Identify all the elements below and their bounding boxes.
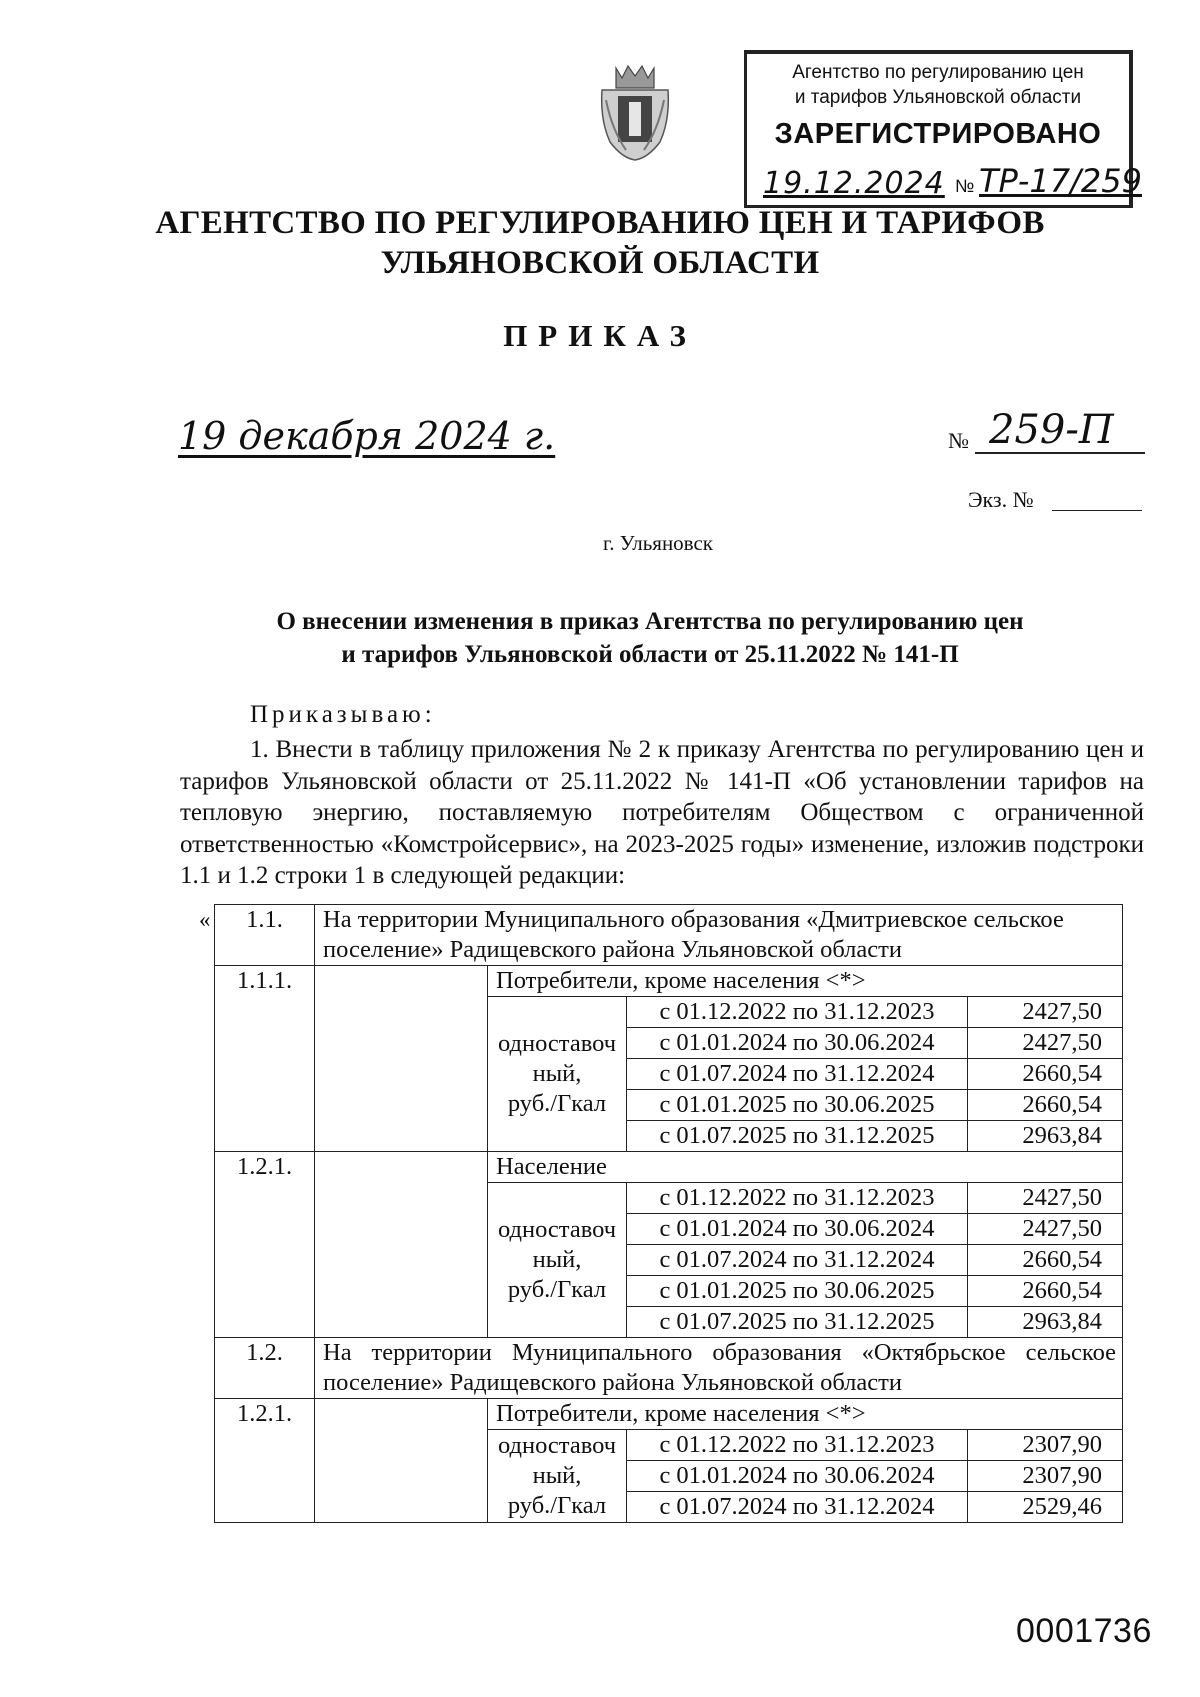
section-title: На территории Муниципального образования «Октябрьское сельское поселение» Радищевского района Ульяновской области [315, 1338, 1123, 1399]
empty-cell [315, 1399, 488, 1523]
value-cell: 2660,54 [968, 1090, 1123, 1121]
period-cell: с 01.07.2024 по 31.12.2024 [627, 1245, 968, 1276]
value-cell: 2427,50 [968, 997, 1123, 1028]
copy-number-label: Экз. № [968, 487, 1034, 512]
quote-open: « [199, 907, 211, 932]
value-cell: 2427,50 [968, 1183, 1123, 1214]
unit-label-part: ный, [532, 1246, 582, 1273]
table-row [215, 966, 1123, 997]
subject-line-1: О внесении изменения в приказ Агентства по регулированию цен [276, 608, 1024, 635]
value-cell: 2660,54 [968, 1245, 1123, 1276]
group-title: Потребители, кроме населения <*> [488, 1399, 1123, 1430]
value-cell: 2963,84 [968, 1121, 1123, 1152]
order-number: 259-П [975, 408, 1145, 454]
period-cell: с 01.01.2025 по 30.06.2025 [627, 1090, 968, 1121]
document-serial-number: 0001736 [1016, 1612, 1152, 1650]
period-cell: с 01.12.2022 по 31.12.2023 [627, 1183, 968, 1214]
value-cell: 2529,46 [968, 1492, 1123, 1523]
value-cell: 2307,90 [968, 1461, 1123, 1492]
registration-stamp [744, 50, 1142, 208]
order-subject [150, 605, 1150, 671]
copy-number-blank [1052, 510, 1142, 511]
value-cell: 2427,50 [968, 1214, 1123, 1245]
order-number-label: № [948, 428, 969, 453]
unit-label-part: одноставоч [497, 1030, 617, 1057]
table-row [215, 905, 1123, 966]
unit-label-part: ный, [532, 1060, 582, 1087]
group-number: 1.1.1. [215, 966, 315, 1152]
period-cell: с 01.12.2022 по 31.12.2023 [627, 997, 968, 1028]
group-number: 1.2.1. [215, 1399, 315, 1523]
value-cell: 2307,90 [968, 1430, 1123, 1461]
value-cell: 2660,54 [968, 1276, 1123, 1307]
period-cell: с 01.07.2024 по 31.12.2024 [627, 1492, 968, 1523]
group-number: 1.2.1. [215, 1152, 315, 1338]
period-cell: с 01.07.2025 по 31.12.2025 [627, 1121, 968, 1152]
section-number: 1.2. [215, 1338, 315, 1399]
table-row [215, 1399, 1123, 1430]
order-paragraph: 1. Внести в таблицу приложения № 2 к приказу Агентства по регулированию цен и тарифов Ульяновской области от 25.11.2022 № 141-П «Об установлении тарифов на тепловую энергию, поставляемую потребителям Обществом с ограниченной ответственностью «Комстройсервис», на 2023-2025 годы» изменение, изложив подстроки 1.1 и 1.2 строки 1 в следующей редакции: [180, 736, 1144, 889]
unit-label-part: одноставоч [497, 1432, 617, 1459]
unit-label-part: руб./Гкал [507, 1492, 607, 1519]
unit-label [488, 1183, 627, 1338]
value-cell: 2660,54 [968, 1059, 1123, 1090]
empty-cell [315, 966, 488, 1152]
empty-cell [315, 1152, 488, 1338]
unit-label [488, 997, 627, 1152]
period-cell: с 01.01.2024 по 30.06.2024 [627, 1214, 968, 1245]
unit-label-part: руб./Гкал [507, 1276, 607, 1303]
stamp-date: 19.12.2024 [763, 166, 945, 201]
coat-of-arms-icon [596, 60, 674, 162]
stamp-line-1: Агентство по регулированию цен [792, 62, 1084, 83]
order-date: 19 декабря 2024 г. [178, 414, 556, 458]
group-title: Население [488, 1152, 1123, 1183]
group-title: Потребители, кроме населения <*> [488, 966, 1123, 997]
subject-line-2: и тарифов Ульяновской области от 25.11.2022 № 141-П [341, 641, 959, 668]
unit-label-part: одноставоч [497, 1216, 617, 1243]
order-lead: Приказываю: [250, 701, 436, 728]
document-type: ПРИКАЗ [503, 318, 697, 353]
period-cell: с 01.07.2024 по 31.12.2024 [627, 1059, 968, 1090]
period-cell: с 01.07.2025 по 31.12.2025 [627, 1307, 968, 1338]
section-number: 1.1. [215, 905, 315, 966]
period-cell: с 01.01.2024 по 30.06.2024 [627, 1461, 968, 1492]
period-cell: с 01.01.2024 по 30.06.2024 [627, 1028, 968, 1059]
section-title: На территории Муниципального образования «Дмитриевское сельское поселение» Радищевского района Ульяновской области [315, 905, 1123, 966]
agency-title-line-2: УЛЬЯНОВСКОЙ ОБЛАСТИ [380, 245, 820, 281]
stamp-line-2: и тарифов Ульяновской области [794, 87, 1082, 108]
unit-label [488, 1430, 627, 1523]
stamp-registered: ЗАРЕГИСТРИРОВАНО [774, 118, 1102, 150]
tariff-table [214, 904, 1123, 1523]
period-cell: с 01.01.2025 по 30.06.2025 [627, 1276, 968, 1307]
unit-label-part: руб./Гкал [507, 1090, 607, 1117]
value-cell: 2427,50 [968, 1028, 1123, 1059]
agency-title-line-1: АГЕНТСТВО ПО РЕГУЛИРОВАНИЮ ЦЕН И ТАРИФОВ [155, 205, 1045, 241]
city: г. Ульяновск [602, 531, 713, 555]
table-row [215, 1338, 1123, 1399]
unit-label-part: ный, [532, 1462, 582, 1489]
value-cell: 2963,84 [968, 1307, 1123, 1338]
stamp-number-label: № [955, 176, 975, 196]
period-cell: с 01.12.2022 по 31.12.2023 [627, 1430, 968, 1461]
table-row [215, 1152, 1123, 1183]
stamp-number: ТР-17/259 [979, 162, 1142, 200]
